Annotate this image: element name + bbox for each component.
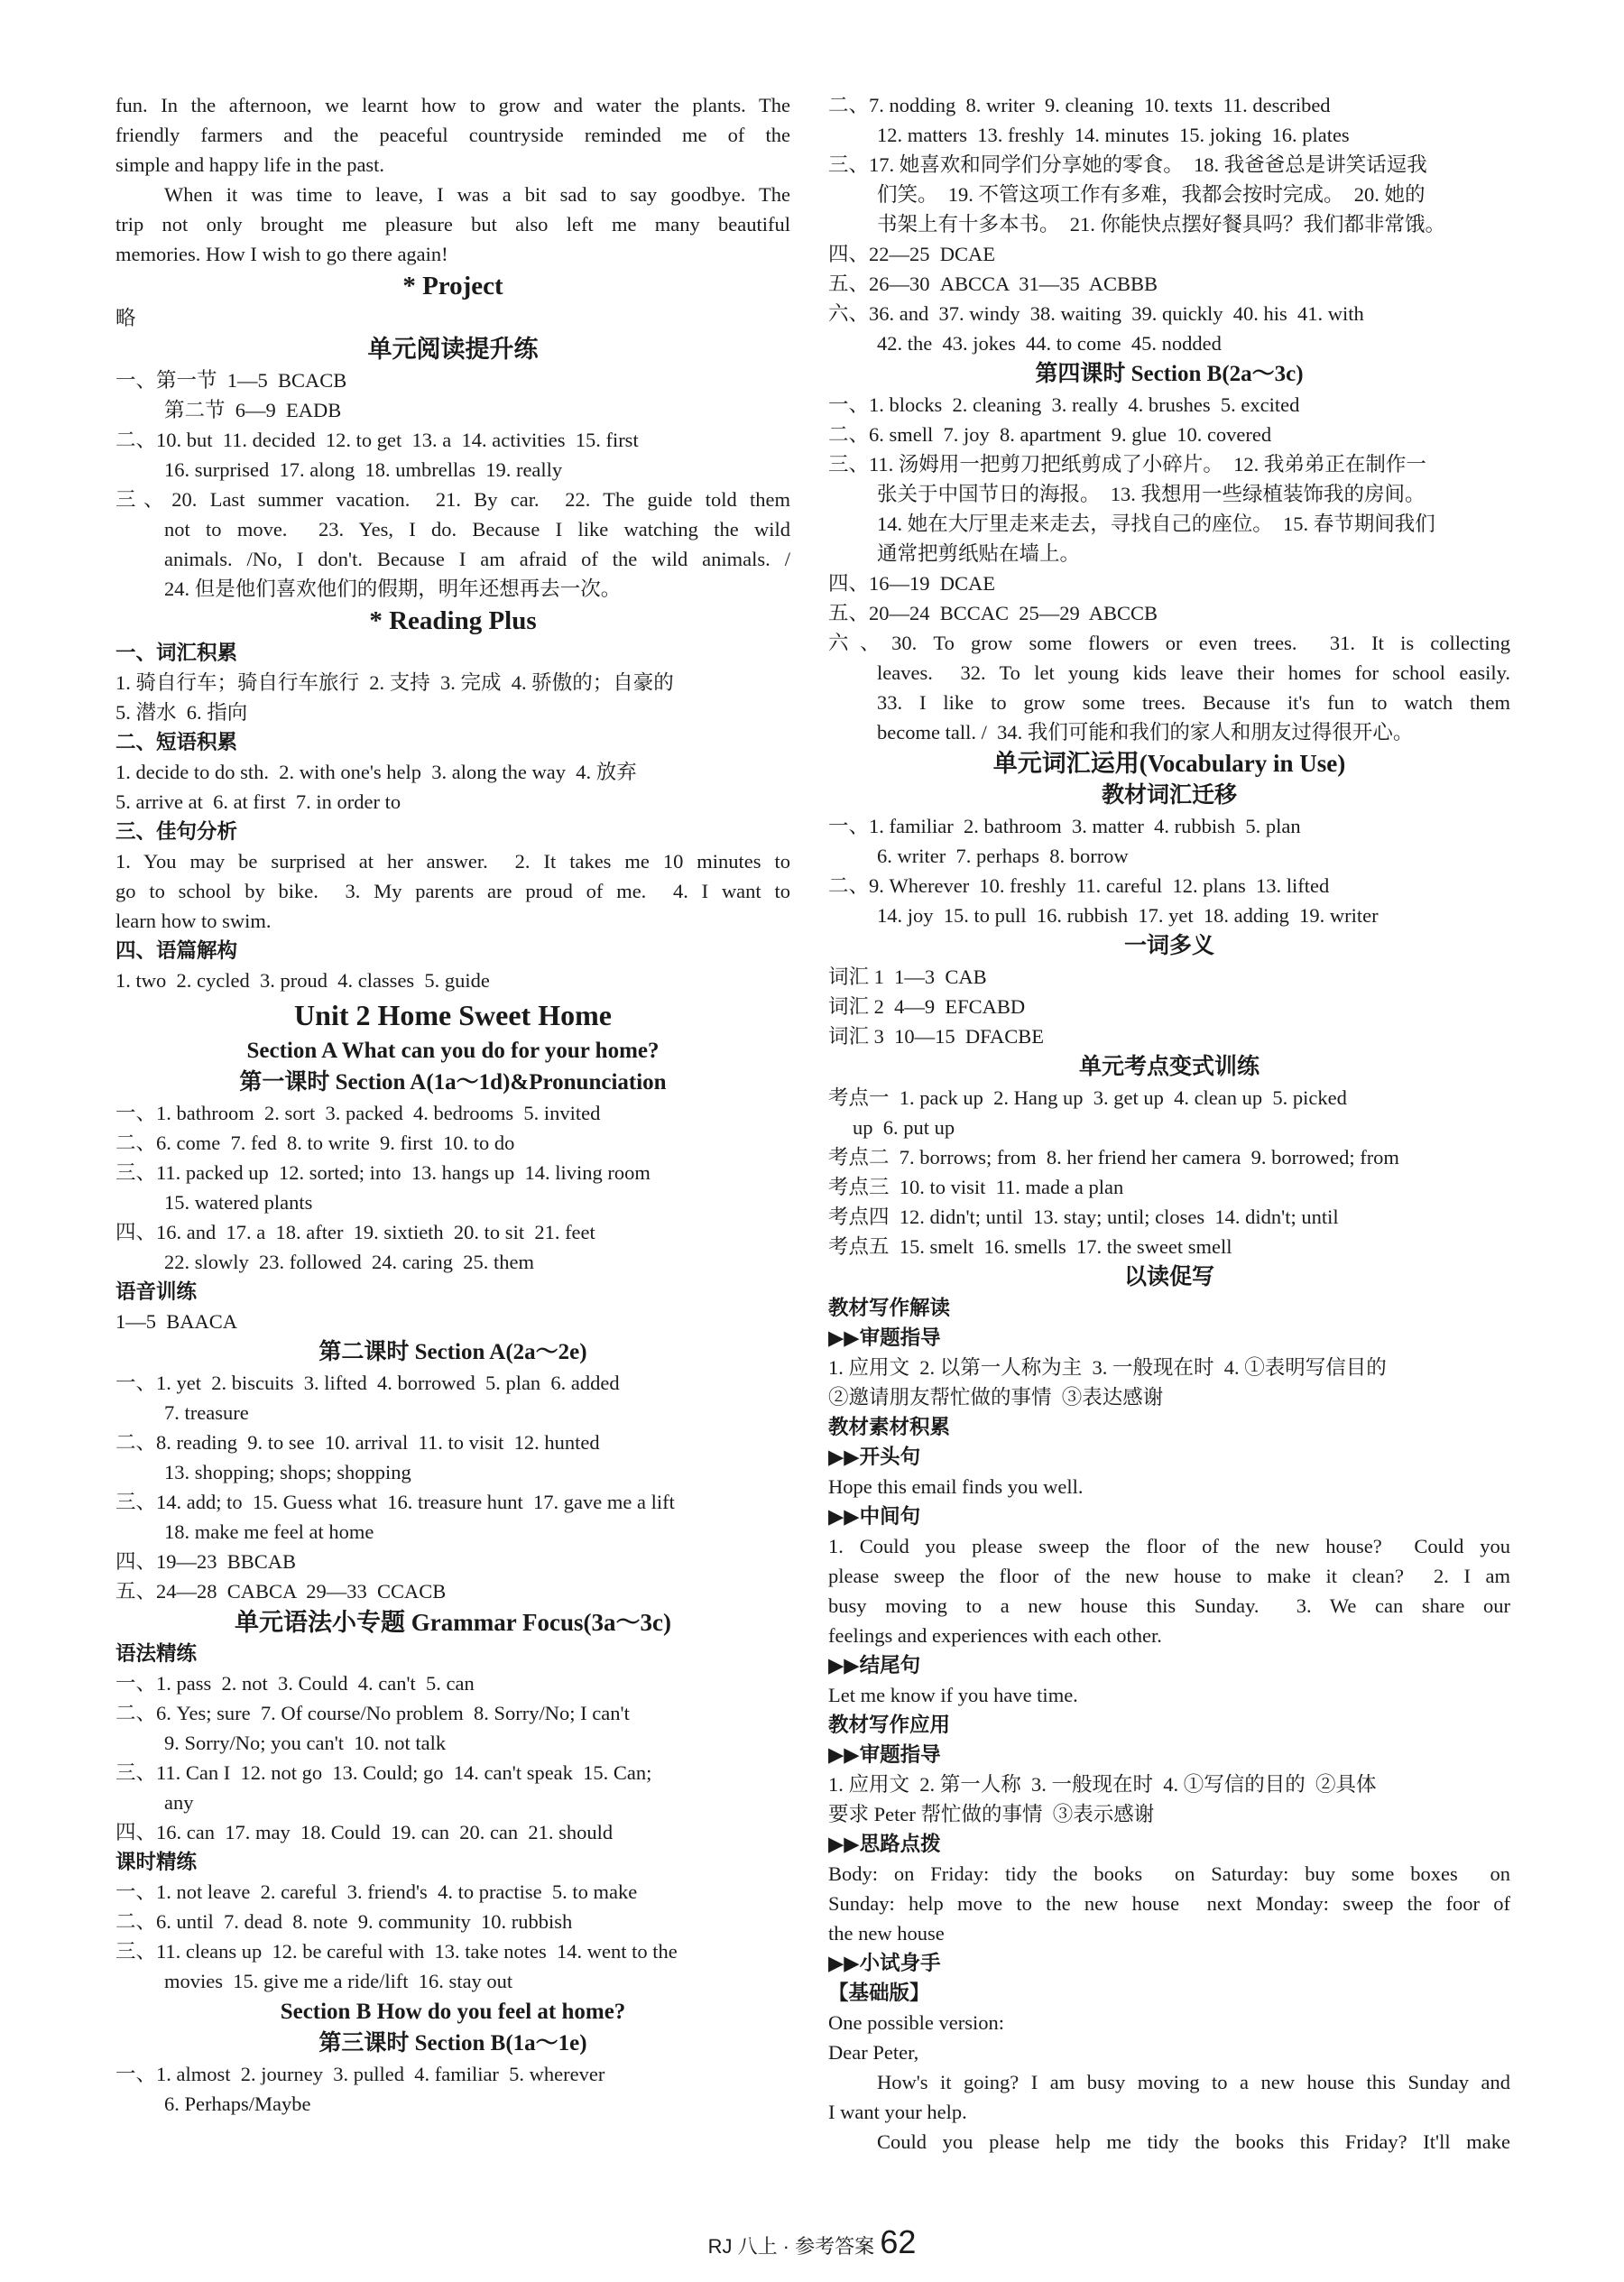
- right-line: 42. the 43. jokes 44. to come 45. nodded: [877, 332, 1222, 355]
- left-line: 1. decide to do sth. 2. with one's help 3. along the way 4. 放弃: [115, 761, 637, 783]
- right-line: 二、6. smell 7. joy 8. apartment 9. glue 10. covered: [828, 423, 1272, 446]
- page-number: 62: [880, 2223, 917, 2260]
- right-line: 考点三 10. to visit 11. made a plan: [828, 1176, 1124, 1198]
- left-line: fun. In the afternoon, we learnt how to grow and water the plants. The: [115, 94, 790, 116]
- right-line: 1. 应用文 2. 以第一人称为主 3. 一般现在时 4. ①表明写信目的: [828, 1356, 1387, 1379]
- left-line: 一、1. pass 2. not 3. Could 4. can't 5. can: [115, 1672, 475, 1695]
- left-line: 7. treasure: [164, 1401, 249, 1424]
- right-line: ▶▶开头句: [828, 1446, 921, 1468]
- left-line: 第三课时 Section B(1a～1e): [318, 2031, 587, 2056]
- left-line: 1—5 BAACA: [115, 1310, 238, 1333]
- left-line: 5. arrive at 6. at first 7. in order to: [115, 790, 401, 813]
- right-line: feelings and experiences with each other.: [828, 1624, 1162, 1647]
- right-line: 教材写作解读: [828, 1297, 951, 1319]
- left-line: 第二节 6—9 EADB: [164, 399, 342, 421]
- right-line: 一、1. familiar 2. bathroom 3. matter 4. rubbish 5. plan: [828, 815, 1301, 837]
- left-line: 22. slowly 23. followed 24. caring 25. them: [164, 1251, 534, 1273]
- left-line: 单元语法小专题 Grammar Focus(3a～3c): [235, 1609, 671, 1636]
- left-line: 1. You may be surprised at her answer. 2. It takes me 10 minutes to: [115, 850, 790, 873]
- right-line: Body: on Friday: tidy the books on Saturday: buy some boxes on: [828, 1862, 1510, 1885]
- left-line: 一、1. not leave 2. careful 3. friend's 4. to practise 5. to make: [115, 1880, 638, 1903]
- left-line: 三、20. Last summer vacation. 21. By car. 22. The guide told them: [115, 488, 790, 511]
- right-line: up 6. put up: [853, 1116, 955, 1139]
- right-line: 14. 她在大厅里走来走去，寻找自己的座位。 15. 春节期间我们: [877, 513, 1435, 535]
- right-line: Could you please help me tidy the books this Friday? It'll make: [877, 2130, 1510, 2153]
- right-line: leaves. 32. To let young kids leave their homes for school easily.: [877, 661, 1510, 684]
- left-line: 语法精练: [115, 1642, 198, 1665]
- left-line: 24. 但是他们喜欢他们的假期，明年还想再去一次。: [164, 577, 622, 600]
- right-line: I want your help.: [828, 2101, 967, 2123]
- left-line: 13. shopping; shops; shopping: [164, 1461, 411, 1483]
- left-line: movies 15. give me a ride/lift 16. stay out: [164, 1970, 513, 1992]
- right-line: 二、7. nodding 8. writer 9. cleaning 10. texts 11. described: [828, 94, 1331, 116]
- right-line: 教材写作应用: [828, 1714, 951, 1736]
- left-line: * Project: [402, 272, 503, 300]
- right-line: the new house: [828, 1922, 945, 1945]
- right-line: 三、11. 汤姆用一把剪刀把纸剪成了小碎片。 12. 我弟弟正在制作一: [828, 453, 1426, 476]
- right-column: [828, 90, 1510, 2157]
- left-line: 二、8. reading 9. to see 10. arrival 11. to visit 12. hunted: [115, 1431, 600, 1454]
- right-line: ▶▶中间句: [828, 1505, 921, 1528]
- right-line: 张关于中国节日的海报。 13. 我想用一些绿植装饰我的房间。: [877, 483, 1426, 505]
- right-line: 教材素材积累: [828, 1416, 951, 1438]
- right-line: 14. joy 15. to pull 16. rubbish 17. yet 18. adding 19. writer: [877, 904, 1379, 927]
- left-line: 9. Sorry/No; you can't 10. not talk: [164, 1732, 447, 1754]
- left-line: 一、1. bathroom 2. sort 3. packed 4. bedrooms 5. invited: [115, 1102, 601, 1124]
- right-line: ▶▶审题指导: [828, 1743, 941, 1766]
- left-line: 二、6. Yes; sure 7. Of course/No problem 8. Sorry/No; I can't: [115, 1702, 630, 1724]
- right-line: 五、26—30 ABCCA 31—35 ACBBB: [828, 273, 1158, 295]
- left-line: 课时精练: [115, 1851, 198, 1873]
- left-line: 二、短语积累: [115, 731, 238, 753]
- left-line: learn how to swim.: [115, 910, 272, 932]
- right-line: become tall. / 34. 我们可能和我们的家人和朋友过得很开心。: [877, 721, 1414, 744]
- right-line: 一、1. blocks 2. cleaning 3. really 4. brushes 5. excited: [828, 393, 1300, 416]
- left-line: 6. Perhaps/Maybe: [164, 2093, 311, 2115]
- right-line: 书架上有十多本书。 21. 你能快点摆好餐具吗？我们都非常饿。: [877, 213, 1446, 236]
- right-line: 通常把剪纸贴在墙上。: [877, 542, 1081, 565]
- right-line: 考点五 15. smelt 16. smells 17. the sweet smell: [828, 1235, 1232, 1258]
- right-line: ②邀请朋友帮忙做的事情 ③表达感谢: [828, 1386, 1164, 1409]
- left-line: Section B How do you feel at home?: [280, 2000, 626, 2024]
- left-line: 五、24—28 CABCA 29—33 CCACB: [115, 1580, 447, 1603]
- left-line: 16. surprised 17. along 18. umbrellas 19. really: [164, 458, 563, 481]
- right-line: 要求 Peter 帮忙做的事情 ③表示感谢: [828, 1803, 1155, 1825]
- left-line: 三、11. packed up 12. sorted; into 13. hangs up 14. living room: [115, 1161, 651, 1184]
- right-line: 6. writer 7. perhaps 8. borrow: [877, 845, 1129, 867]
- left-line: 四、16. can 17. may 18. Could 19. can 20. can 21. should: [115, 1821, 614, 1843]
- right-line: 考点一 1. pack up 2. Hang up 3. get up 4. clean up 5. picked: [828, 1086, 1347, 1109]
- left-line: 四、19—23 BBCAB: [115, 1550, 297, 1573]
- right-line: ▶▶审题指导: [828, 1326, 941, 1349]
- right-line: 12. matters 13. freshly 14. minutes 15. joking 16. plates: [877, 124, 1350, 146]
- left-line: * Reading Plus: [369, 606, 537, 635]
- left-line: 三、佳句分析: [115, 820, 238, 843]
- left-line: 一、1. almost 2. journey 3. pulled 4. familiar 5. wherever: [115, 2063, 605, 2085]
- left-line: 三、11. cleans up 12. be careful with 13. take notes 14. went to the: [115, 1940, 678, 1963]
- right-line: 第四课时 Section B(2a～3c): [1035, 362, 1304, 386]
- left-line: not to move. 23. Yes, I do. Because I like watching the wild: [164, 518, 790, 540]
- right-line: 【基础版】: [828, 1982, 930, 2004]
- right-line: 单元词汇运用(Vocabulary in Use): [992, 750, 1346, 777]
- page-footer: [0, 2223, 1624, 2261]
- right-line: 四、22—25 DCAE: [828, 243, 995, 265]
- right-line: 二、9. Wherever 10. freshly 11. careful 12. plans 13. lifted: [828, 874, 1330, 897]
- left-line: trip not only brought me pleasure but also left me many beautiful: [115, 213, 790, 236]
- left-line: When it was time to leave, I was a bit sad to say goodbye. The: [164, 183, 790, 206]
- left-line: go to school by bike. 3. My parents are proud of me. 4. I want to: [115, 880, 790, 902]
- right-line: 四、16—19 DCAE: [828, 572, 995, 595]
- right-line: 考点二 7. borrows; from 8. her friend her camera 9. borrowed; from: [828, 1146, 1399, 1169]
- right-line: Sunday: help move to the new house next Monday: sweep the foor of: [828, 1892, 1510, 1915]
- right-line: 三、17. 她喜欢和同学们分享她的零食。 18. 我爸爸总是讲笑话逗我: [828, 153, 1427, 176]
- left-line: 1. 骑自行车；骑自行车旅行 2. 支持 3. 完成 4. 骄傲的；自豪的: [115, 671, 674, 694]
- left-line: 一、第一节 1—5 BCACB: [115, 369, 347, 392]
- left-line: 语音训练: [115, 1280, 198, 1303]
- left-line: 一、词汇积累: [115, 642, 238, 664]
- left-line: 二、6. come 7. fed 8. to write 9. first 10. to do: [115, 1132, 515, 1154]
- right-line: 六、30. To grow some flowers or even trees. 31. It is collecting: [828, 632, 1510, 654]
- left-line: 18. make me feel at home: [164, 1520, 374, 1543]
- right-line: 五、20—24 BCCAC 25—29 ABCCB: [828, 602, 1158, 624]
- left-line: friendly farmers and the peaceful countryside reminded me of the: [115, 124, 790, 146]
- left-line: 二、10. but 11. decided 12. to get 13. a 14. activities 15. first: [115, 429, 639, 451]
- right-line: 词汇 3 10—15 DFACBE: [828, 1025, 1044, 1048]
- left-line: 第一课时 Section A(1a～1d)&Pronunciation: [239, 1070, 667, 1095]
- right-line: 考点四 12. didn't; until 13. stay; until; closes 14. didn't; until: [828, 1206, 1339, 1228]
- right-line: please sweep the floor of the new house to make it clean? 2. I am: [828, 1565, 1510, 1587]
- right-line: 词汇 2 4—9 EFCABD: [828, 995, 1026, 1018]
- right-line: ▶▶思路点拨: [828, 1833, 941, 1855]
- left-line: memories. How I wish to go there again!: [115, 243, 448, 265]
- left-line: 一、1. yet 2. biscuits 3. lifted 4. borrowed 5. plan 6. added: [115, 1372, 620, 1394]
- right-line: busy moving to a new house this Sunday. 3. We can share our: [828, 1594, 1510, 1617]
- right-line: Let me know if you have time.: [828, 1684, 1078, 1706]
- right-line: 们笑。 19. 不管这项工作有多难，我都会按时完成。 20. 她的: [877, 183, 1426, 206]
- right-line: One possible version:: [828, 2011, 1004, 2034]
- left-line: 四、语篇解构: [115, 939, 238, 962]
- left-line: 第二课时 Section A(2a～2e): [318, 1340, 587, 1364]
- left-line: 四、16. and 17. a 18. after 19. sixtieth 20. to sit 21. feet: [115, 1221, 595, 1243]
- left-line: 三、14. add; to 15. Guess what 16. treasure hunt 17. gave me a lift: [115, 1491, 675, 1513]
- left-line: 略: [115, 307, 136, 329]
- left-line: 三、11. Can I 12. not go 13. Could; go 14. can't speak 15. Can;: [115, 1761, 652, 1784]
- right-line: 单元考点变式训练: [1078, 1055, 1260, 1079]
- right-line: 1. 应用文 2. 第一人称 3. 一般现在时 4. ①写信的目的 ②具体: [828, 1773, 1377, 1796]
- left-line: 单元阅读提升练: [367, 336, 539, 363]
- right-line: 词汇 1 1—3 CAB: [828, 965, 987, 988]
- right-line: ▶▶小试身手: [828, 1952, 941, 1974]
- right-line: 1. Could you please sweep the floor of the new house? Could you: [828, 1535, 1510, 1557]
- left-line: 15. watered plants: [164, 1191, 313, 1214]
- right-line: 33. I like to grow some trees. Because it's fun to watch them: [877, 691, 1510, 714]
- right-line: Hope this email finds you well.: [828, 1475, 1084, 1498]
- left-line: 1. two 2. cycled 3. proud 4. classes 5. guide: [115, 969, 490, 992]
- left-line: simple and happy life in the past.: [115, 153, 385, 176]
- right-line: How's it going? I am busy moving to a new house this Sunday and: [877, 2071, 1510, 2093]
- right-line: 教材词汇迁移: [1101, 783, 1237, 808]
- left-column: [115, 90, 790, 2119]
- footer-label: RJ 八上 · 参考答案: [707, 2235, 875, 2258]
- left-line: 5. 潜水 6. 指向: [115, 701, 248, 724]
- left-line: 二、6. until 7. dead 8. note 9. community 10. rubbish: [115, 1910, 573, 1933]
- right-line: 以读促写: [1123, 1265, 1214, 1289]
- right-line: 六、36. and 37. windy 38. waiting 39. quickly 40. his 41. with: [828, 302, 1364, 325]
- right-line: Dear Peter,: [828, 2041, 919, 2064]
- right-line: 一词多义: [1123, 934, 1214, 958]
- left-line: any: [164, 1791, 194, 1814]
- left-line: animals. /No, I don't. Because I am afraid of the wild animals. /: [164, 548, 790, 570]
- left-line: Unit 2 Home Sweet Home: [294, 999, 612, 1031]
- right-line: ▶▶结尾句: [828, 1654, 921, 1677]
- left-line: Section A What can you do for your home?: [246, 1039, 660, 1063]
